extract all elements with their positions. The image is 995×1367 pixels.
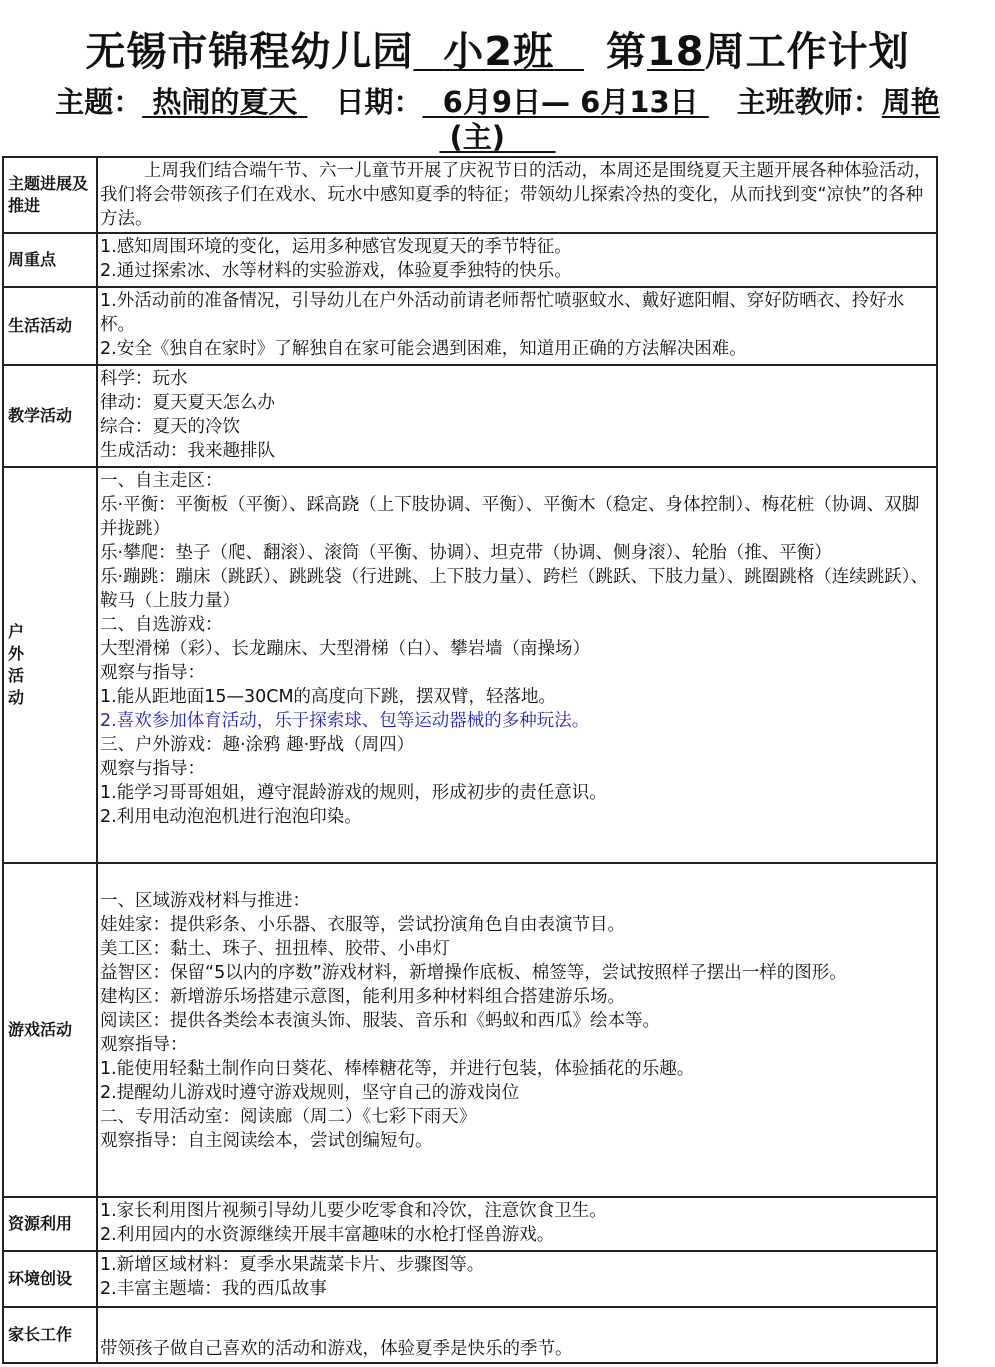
class-name: 小2班 (443, 29, 555, 75)
table-row (3, 233, 937, 287)
teacher-value: 周艳 (881, 85, 940, 119)
teacher-label: 主班教师： (736, 85, 882, 119)
row-content: 1.感知周围环境的变化，运用多种感官发现夏天的季节特征。 2.通过探索冰、水等材料的实验游戏，体验夏季独特的快乐。 (97, 233, 937, 287)
teacher-value-cont: (主) (449, 120, 506, 154)
row-content: 带领孩子做自己喜欢的活动和游戏，体验夏季是快乐的季节。 (97, 1307, 937, 1363)
school-name: 无锡市锦程幼儿园 (85, 29, 414, 75)
table-row (3, 863, 937, 1197)
row-label: 主题进展及推进 (3, 157, 97, 233)
row-content: 一、自主走区： 乐·平衡：平衡板（平衡）、踩高跷（上下肢协调、平衡）、平衡木（稳定、身体控制）、梅花桩（协调、双脚并拢跳） 乐·攀爬：垫子（爬、翻滚）、滚筒（平衡、协调）、坦克带（协调、侧身滚）、轮胎（推、平衡） 乐·蹦跳：蹦床（跳跃）、跳跳袋（行进跳、上下肢力量）、跨栏（跳跃、下肢力量）、跳圈跳格（连续跳跃）、鞍马（上肢力量） 二、自选游戏： 大型滑梯（彩）、长龙蹦床、大型滑梯（白）、攀岩墙（南操场） 观察与指导： 1.能从距地面15—30CM的高度向下跳，摆双臂，轻落地。 2.喜欢参加体育活动，乐于探索球、包等运动器械的多种玩法。 三、户外游戏：趣·涂鸦 趣·野战（周四） 观察与指导： 1.能学习哥哥姐姐，遵守混龄游戏的规则，形成初步的责任意识。 2.利用电动泡泡机进行泡泡印染。 (97, 467, 937, 863)
theme-label: 主题： (55, 85, 143, 119)
week-number: 18 (646, 29, 705, 75)
date-value: 6月9日— 6月13日 (442, 85, 699, 119)
row-label: 教学活动 (3, 365, 97, 467)
date-label: 日期： (335, 85, 423, 119)
work-plan-table (2, 156, 938, 1364)
table-row (3, 287, 937, 365)
subtitle-line-2 (0, 120, 995, 154)
row-content: 1.外活动前的准备情况，引导幼儿在户外活动前请老师帮忙喷驱蚊水、戴好遮阳帽、穿好防晒衣、拎好水杯。 2.安全《独自在家时》了解独自在家可能会遇到困难，知道用正确的方法解决困难。 (97, 287, 937, 365)
table-row (3, 467, 937, 863)
row-label: 环境创设 (3, 1251, 97, 1307)
week-prefix: 第 (605, 29, 647, 75)
page-title (0, 28, 995, 76)
row-label: 家长工作 (3, 1307, 97, 1363)
vertical-label: 户外活动 (8, 622, 25, 707)
row-label: 游戏活动 (3, 863, 97, 1197)
table-row (3, 1251, 937, 1307)
row-content: 一、区域游戏材料与推进： 娃娃家：提供彩条、小乐器、衣服等，尝试扮演角色自由表演节目。 美工区：黏土、珠子、扭扭棒、胶带、小串灯 益智区：保留“5以内的序数”游戏材料，新增操作底板、棉签等，尝试按照样子摆出一样的图形。 建构区：新增游乐场搭建示意图，能利用多种材料组合搭建游乐场。 阅读区：提供各类绘本表演头饰、服装、音乐和《蚂蚁和西瓜》绘本等。 观察指导： 1.能使用轻黏土制作向日葵花、棒棒糖花等，并进行包装，体验插花的乐趣。 2.提醒幼儿游戏时遵守游戏规则，坚守自己的游戏岗位 二、专用活动室：阅读廊（周二）《七彩下雨天》 观察指导：自主阅读绘本，尝试创编短句。 (97, 863, 937, 1197)
table-row (3, 365, 937, 467)
row-content: 科学：玩水 律动：夏天夏天怎么办 综合：夏天的冷饮 生成活动：我来趣排队 (97, 365, 937, 467)
row-label: 周重点 (3, 233, 97, 287)
row-content: 1.新增区域材料：夏季水果蔬菜卡片、步骤图等。 2.丰富主题墙：我的西瓜故事 (97, 1251, 937, 1307)
row-content: 1.家长利用图片视频引导幼儿要少吃零食和冷饮，注意饮食卫生。 2.利用园内的水资源继续开展丰富趣味的水枪打怪兽游戏。 (97, 1197, 937, 1251)
row-label: 生活活动 (3, 287, 97, 365)
row-label (3, 467, 97, 863)
row-content: 上周我们结合端午节、六一儿童节开展了庆祝节日的活动，本周还是围绕夏天主题开展各种体验活动，我们将会带领孩子们在戏水、玩水中感知夏季的特征；带领幼儿探索冷热的变化，从而找到变“凉快”的各种方法。 (97, 157, 937, 233)
table-row (3, 1197, 937, 1251)
week-suffix: 周工作计划 (704, 29, 910, 75)
row-label: 资源利用 (3, 1197, 97, 1251)
subtitle-line (0, 84, 995, 120)
theme-value: 热闹的夏天 (152, 85, 298, 119)
table-row (3, 157, 937, 233)
table-row (3, 1307, 937, 1363)
